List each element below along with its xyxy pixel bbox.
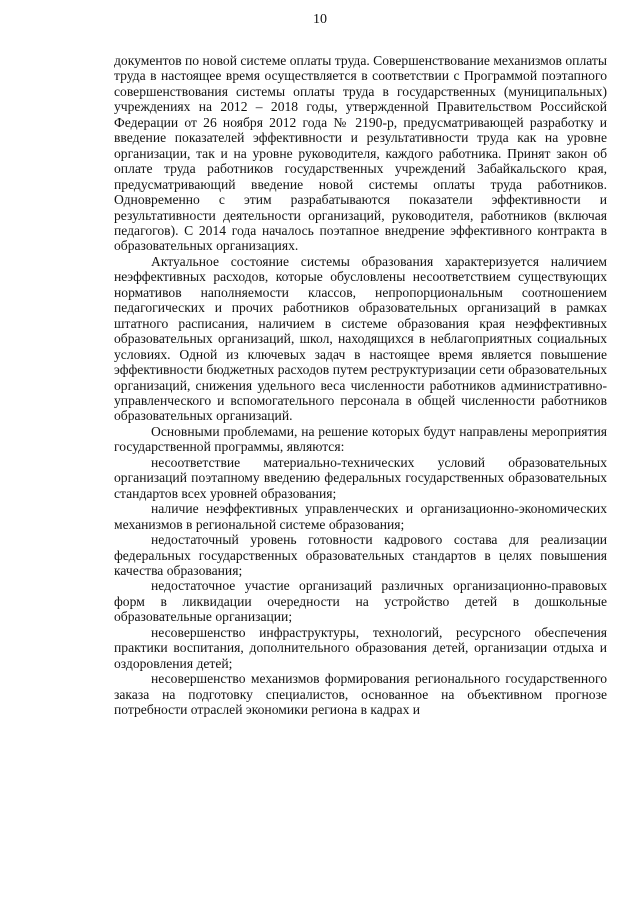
problem-item: несовершенство механизмов формирования регионального государственного заказа на подготовку специалистов, основанное на объективном прогнозе потребности отраслей экономики региона в кадрах и — [114, 671, 607, 718]
paragraph-main-problems: Основными проблемами, на решение которых будут направлены мероприятия государственной программы, являются: — [114, 423, 607, 455]
problem-item: наличие неэффективных управленческих и организационно-экономических механизмов в региональной системе образования; — [114, 501, 607, 532]
problem-item: несоответствие материально-технических условий образовательных организаций поэтапному введению федеральных государственных образовательных стандартов всех уровней образования; — [114, 454, 607, 501]
paragraph-continuation: документов по новой системе оплаты труда. Совершенствование механизмов оплаты труда в настоящее время осуществляется в соответствии с Программой поэтапного совершенствования системы оплаты труда в государственных (муниципальных) учреждениях на 2012 – 2018 годы, утвержденной Правительством Российской Федерации от 26 ноября 2012 года № 2190-р, предусматривающей разработку и введение показателей эффективности и результативности труда как на уровне организации, так и на уровне руководителя, каждого работника. Принят закон об оплате труда работников государственных учреждений Забайкальского края, предусматривающий введение новой системы оплаты труда работников. Одновременно с этим разрабатываются показатели эффективности и результативности деятельности организаций, руководителя, работников (включая педагогов). С 2014 года началось поэтапное внедрение эффективного контракта в образовательных организациях. — [114, 53, 607, 254]
body-text — [114, 53, 607, 717]
problem-item: недостаточный уровень готовности кадрового состава для реализации федеральных государственных образовательных стандартов в целях повышения качества образования; — [114, 532, 607, 578]
problem-item: недостаточное участие организаций различных организационно-правовых форм в ликвидации очередности на устройство детей в дошкольные образовательные организации; — [114, 578, 607, 625]
page-number: 10 — [313, 12, 327, 27]
problem-item: несовершенство инфраструктуры, технологий, ресурсного обеспечения практики воспитания, дополнительного образования детей, организации отдыха и оздоровления детей; — [114, 624, 607, 671]
paragraph-current-state: Актуальное состояние системы образования характеризуется наличием неэффективных расходов, которые обусловлены несоответствием существующих нормативов наполняемости классов, непропорциональным соотношением педагогических и прочих работников образовательных организаций в рамках штатного расписания, наличием в системе образования края неэффективных образовательных организаций, школ, находящихся в неблагоприятных социальных условиях. Одной из ключевых задач в настоящее время является повышение эффективности бюджетных расходов путем реструктуризации сети образовательных организаций, снижения удельного веса численности работников административно-управленческого и вспомогательного персонала в общей численности работников образовательных организаций. — [114, 253, 607, 424]
